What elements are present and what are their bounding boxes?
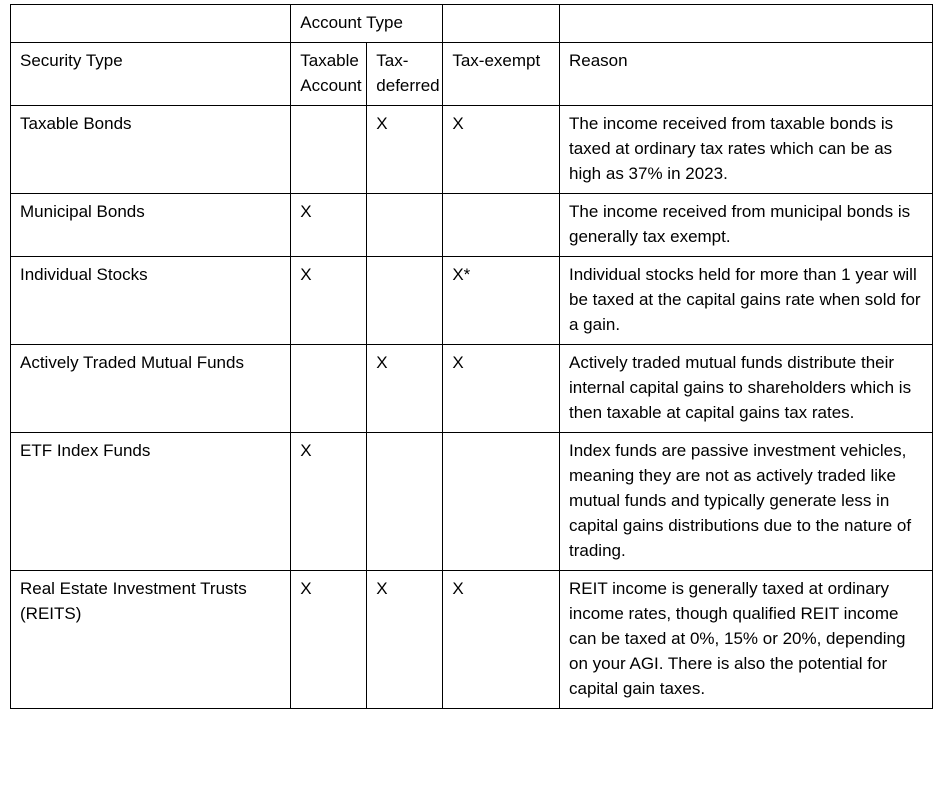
table-row: [11, 256, 933, 344]
table-column-header-row: [11, 42, 933, 105]
cell-security-type: Taxable Bonds: [11, 105, 291, 193]
security-tax-treatment-table-wrapper: [10, 4, 933, 709]
cell-reason: REIT income is generally taxed at ordinary income rates, though qualified REIT income can be taxed at 0%, 15% or 20%, depending on your AGI. There is also the potential for capital gain taxes.: [560, 570, 933, 708]
cell-reason: The income received from municipal bonds is generally tax exempt.: [560, 193, 933, 256]
cell-reason: The income received from taxable bonds is taxed at ordinary tax rates which can be as high as 37% in 2023.: [560, 105, 933, 193]
cell-tax-deferred: X: [367, 570, 443, 708]
column-header-tax-exempt: Tax-exempt: [443, 42, 560, 105]
cell-taxable-account: X: [291, 256, 367, 344]
cell-tax-deferred: [367, 193, 443, 256]
cell-tax-exempt: [443, 193, 560, 256]
column-header-taxable-account: Taxable Account: [291, 42, 367, 105]
header-account-type: Account Type: [291, 5, 443, 43]
cell-security-type: Municipal Bonds: [11, 193, 291, 256]
cell-reason: Individual stocks held for more than 1 year will be taxed at the capital gains rate when sold for a gain.: [560, 256, 933, 344]
header-blank-top-left: [11, 5, 291, 43]
cell-security-type: Real Estate Investment Trusts (REITS): [11, 570, 291, 708]
cell-security-type: ETF Index Funds: [11, 432, 291, 570]
column-header-reason: Reason: [560, 42, 933, 105]
table-row: [11, 193, 933, 256]
table-row: [11, 432, 933, 570]
cell-reason: Index funds are passive investment vehicles, meaning they are not as actively traded like mutual funds and typically generate less in capital gains distributions due to the nature of trading.: [560, 432, 933, 570]
cell-tax-deferred: [367, 432, 443, 570]
cell-tax-exempt: [443, 432, 560, 570]
cell-tax-exempt: X: [443, 105, 560, 193]
cell-taxable-account: X: [291, 193, 367, 256]
cell-tax-exempt: X: [443, 344, 560, 432]
column-header-tax-deferred: Tax-deferred: [367, 42, 443, 105]
cell-taxable-account: [291, 344, 367, 432]
table-row: [11, 105, 933, 193]
cell-reason: Actively traded mutual funds distribute their internal capital gains to shareholders which is then taxable at capital gains tax rates.: [560, 344, 933, 432]
column-header-security-type: Security Type: [11, 42, 291, 105]
cell-taxable-account: X: [291, 570, 367, 708]
cell-tax-deferred: X: [367, 344, 443, 432]
table-row: [11, 570, 933, 708]
cell-tax-exempt: X: [443, 570, 560, 708]
cell-taxable-account: X: [291, 432, 367, 570]
security-tax-treatment-table: [10, 4, 933, 709]
cell-security-type: Individual Stocks: [11, 256, 291, 344]
cell-taxable-account: [291, 105, 367, 193]
cell-tax-deferred: X: [367, 105, 443, 193]
table-header-group-row: [11, 5, 933, 43]
header-blank-top-right: [560, 5, 933, 43]
cell-tax-deferred: [367, 256, 443, 344]
table-row: [11, 344, 933, 432]
cell-tax-exempt: X*: [443, 256, 560, 344]
cell-security-type: Actively Traded Mutual Funds: [11, 344, 291, 432]
header-blank-top-mid: [443, 5, 560, 43]
